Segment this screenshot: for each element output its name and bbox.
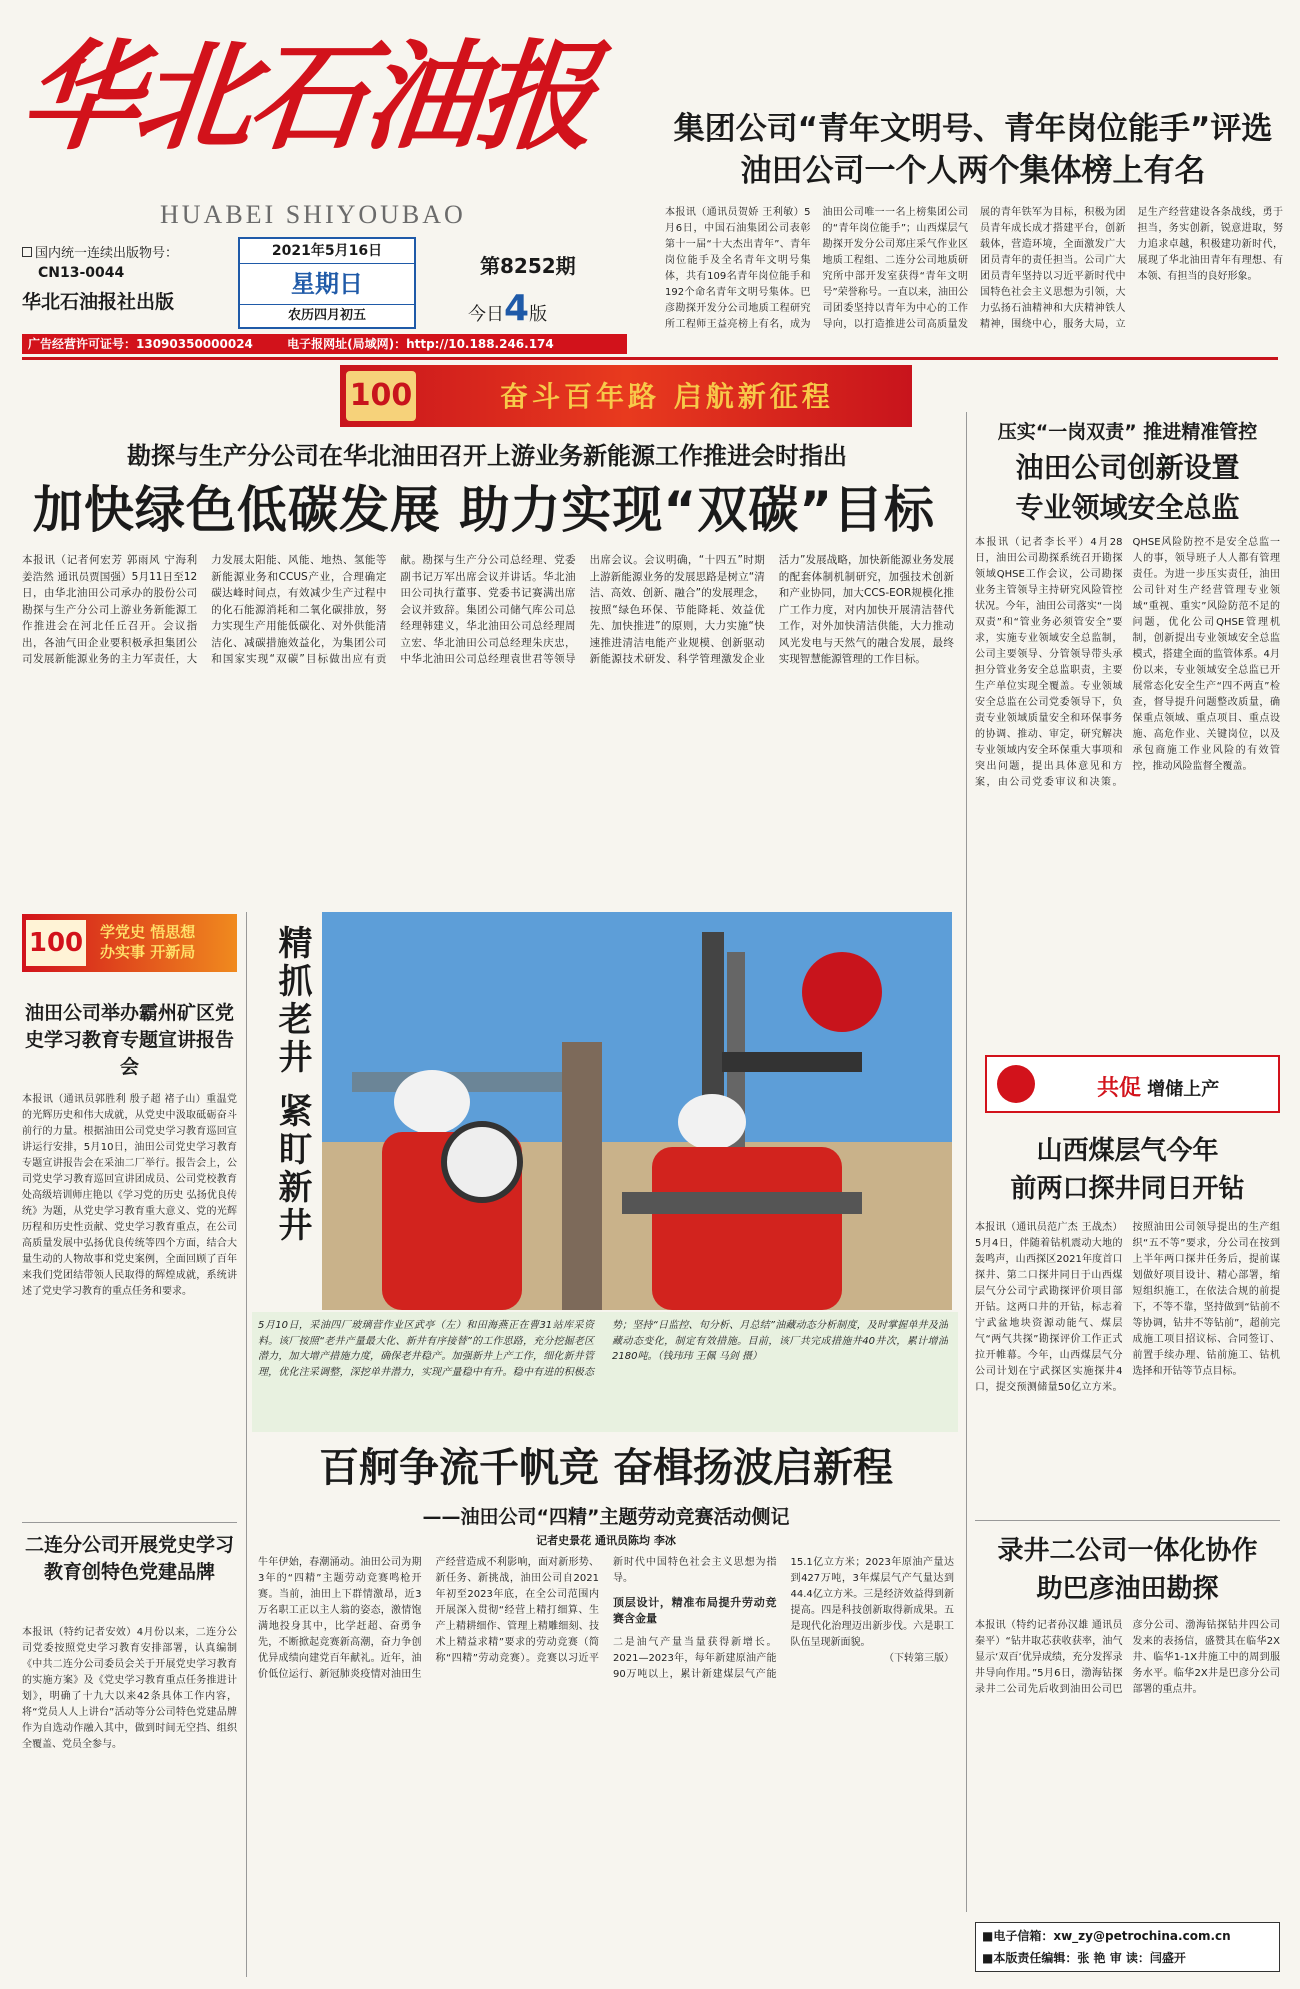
- logging-title-2: 助巴彦油田勘探: [1036, 1574, 1219, 1604]
- petrochina-logo-icon: [997, 1065, 1035, 1103]
- photo-caption: [258, 1318, 948, 1428]
- logging-headline: [975, 1532, 1280, 1608]
- shanxi-headline: [975, 1132, 1280, 1208]
- publisher: 华北石油报社出版: [22, 291, 175, 313]
- issue-number: 第8252期: [480, 254, 576, 278]
- banner-brand: 共促: [1097, 1076, 1142, 1101]
- wellhead-pipe: [562, 1042, 602, 1310]
- sidebar-story2-body: 本报讯（特约记者安效）4月份以来，二连分公司党委按照党史学习教育安排部署，认真编制《中共二连分公司委员会关于开展党史学习教育的实施方案》及《党史学习教育重点任务推进计划》，明确了十九大以来42条具体工作内容，将“党员人人上讲台”活动等分公司特色党建品牌作为自选动作融入其中，做到时间无空挡、组织全覆盖、党员全参与。: [22, 1627, 237, 1750]
- helmet-right: [678, 1094, 746, 1150]
- banner-text-2: 办实事 开新局: [100, 943, 196, 961]
- feature-text: 牛年伊始，春潮涌动。油田公司为期3年的“四精”主题劳动竞赛鸣枪开赛。当前，油田上下群情激昂，近3万名职工正以主人翁的姿态，激情饱满地投身其中，比学赶超、奋勇争先，不断掀起竞赛新高潮，奋力争创优异成绩向建党百年献礼。近年，油价低位运行、新冠肺炎疫情对油田生产经营造成不利影响，面对新形势、新任务、新挑战，油田公司自2021年初至2023年底，在全公司范围内开展深入贯彻“经营上精打细算、生产上精耕细作、管理上精雕细刻、技术上精益求精”要求的劳动竞赛（简称“四精”劳动竞赛）。竞赛以习近平新时代中国特色社会主义思想为指导。: [258, 1557, 777, 1680]
- email-label: 电子信箱：: [993, 1929, 1054, 1943]
- 100-logo-icon: 100: [346, 371, 416, 421]
- photo-story-title: 精抓老井 紧盯新井: [272, 925, 312, 1245]
- lead-headline: 加快绿色低碳发展 助力实现“双碳”目标: [32, 481, 936, 539]
- lead-kicker: 勘探与生产分公司在华北油田召开上游业务新能源工作推进会时指出: [127, 442, 847, 470]
- pages-info: [468, 288, 547, 329]
- feature-subhead: 顶层设计，精准布局提升劳动竞赛含金量: [613, 1596, 777, 1625]
- issn-label: 国内统一连续出版物号：: [35, 246, 179, 261]
- safety-body: 本报讯（记者李长平）4月28日，油田公司勘探系统召开勘探领域QHSE工作会议，公司勘探业务主管领导主持研究风险管控状况。今年，油田公司落实“一岗双责”和“管业务必须管安全”要求，实施专业领域安全总监制，公司主要领导、分管领导带头承担分管业务安全总监职责，主要生产单位实现全覆盖。专业领域安全总监在公司党委领导下，负责专业领域质量安全和环保事务的协调、推动、审定，研究解决专业领域内安全环保重大事项和突出问题，提出具体意见和方案，由公司党委审议和决策。QHSE风险防控不是安全总监一人的事，领导班子人人都有管理责任。为进一步压实责任，油田公司针对生产经营管理专业领域“重视、重实”风险防范不足的问题，优化公司QHSE管理机制，创新提出专业领域安全总监模式，搭建全面的监管体系。4月份以来，专业领域安全总监已开展常态化安全生产“四不两直”检查，督导提升问题整改质量，确保重点领域、重点项目、重点设施、高危作业、关键岗位，以及承包商施工作业风险的有效管控，推动风险监督全覆盖。: [975, 537, 1280, 788]
- column-divider-left: [246, 912, 247, 1977]
- sidebar-story1-body: 本报讯（通讯员郭胜利 殷子超 褚子山）重温党的光辉历史和伟大成就，从党史中汲取砥砺奋斗前行的力量。根据油田公司党史学习教育巡回宣讲运行安排，5月10日，油田公司党史学习教育专题宣讲报告会在采油二厂举行。报告会上，公司党史学习教育巡回宣讲团成员、公司党校教育处高级培训师庄艳以《学习党的历史 弘扬优良传统》为题，从党史学习教育重大意义、党的光辉历程和历史性贡献、党史学习教育重点，在公司高质量发展中弘扬优良传统等四个方面，结合大量生动的人物故事和党史案例，全面回顾了百年来我们党团结带领人民取得的辉煌成就，系统讲述了党史学习教育的重点任务和要求。: [22, 1094, 237, 1297]
- today-label: 今日: [468, 304, 504, 325]
- feature-text-more: 二是油气产量当量获得新增长。2021—2023年，每年新建原油产能90万吨以上，累计新建煤层气产能15.1亿立方米；2023年原油产量达到427万吨，3年煤层气产气量达到44.4亿立方米。三是经济效益得到新提高。四是科技创新取得新成果。五是现代化治理迈出新步伐。六是职工队伍呈现新面貌。: [613, 1557, 954, 1680]
- website[interactable]: 电子报网址(局域网)：http://10.188.246.174: [287, 337, 554, 351]
- logging-body: 本报讯（特约记者孙汉雄 通讯员秦平）“钻井取芯获收获率，油气显示‘双百’优异成绩，充分发挥录井导向作用。”5月6日，渤海钻探录井二公司先后收到油田公司巴彦分公司、渤海钻探钻井四公司发来的表扬信，盛赞其在临华2X井、临华1-1X井施工中的周到服务水平。临华2X井是巴彦分公司部署的重点井。: [975, 1620, 1280, 1695]
- feature-headline: 百舸争流千帆竞 奋楫扬波启新程: [319, 1445, 893, 1491]
- editor-box: ■电子信箱：xw_zy@petrochina.com.cn ■本版责任编辑：张 艳 审 读：闫盛开: [975, 1922, 1280, 1972]
- shanxi-body: 本报讯（通讯员范广杰 王战杰）5月4日，伴随着钻机震动大地的轰鸣声，山西探区2021年度首口探井、第二口探井同日于山西煤层气分公司宁武勘探评价项目部开钻。这两口井的开钻，标志着宁武盆地块资源动能气、煤层气“两气共探”勘探评价工作正式拉开帷幕。今年，山西煤层气分公司计划在宁武探区实施探井4口，提交预测储量50亿立方米。按照油田公司领导提出的生产组织“五不等”要求，分公司在按到上半年两口探井任务后，提前谋划做好项目设计、精心部署，缩短组织施工，在依法合规的前提下，不等不靠，坚持做到“钻前不等协调，钻井不等钻前”，超前完成施工项目招议标、合同签订、前置手续办理、钻前施工、钻机选择和开钻等节点目标。: [975, 1222, 1280, 1393]
- right-divider: [975, 1520, 1280, 1521]
- weekday: 星期日: [291, 270, 363, 298]
- issn: CN13-0044: [38, 265, 125, 281]
- info-bar: [22, 334, 627, 354]
- masthead-rule: [22, 357, 1278, 360]
- publication-info: [22, 245, 234, 333]
- shanxi-title-1: 山西煤层气今年: [1036, 1136, 1219, 1166]
- feature-body: [258, 1555, 954, 1980]
- top-story-headline: [668, 108, 1278, 192]
- worker-right: [652, 1147, 842, 1310]
- logging-title-1: 录井二公司一体化协作: [997, 1536, 1258, 1566]
- banner-text: 增储上产: [1147, 1079, 1220, 1100]
- lunar-date: 农历四月初五: [240, 304, 414, 327]
- centenary-banner: [340, 365, 912, 427]
- promote-banner: [985, 1055, 1280, 1113]
- sidebar-story1-title: 油田公司举办霸州矿区党史学习教育专题宣讲报告会: [24, 1002, 234, 1078]
- masthead-logo: 华北石油报: [14, 27, 600, 166]
- photo-credit: （钱玮玮 王佩 马剑 摄）: [657, 1351, 762, 1362]
- ad-license: 广告经营许可证号：13090350000024: [28, 337, 253, 351]
- page-count: 4: [504, 288, 530, 329]
- top-story-title-1: 集团公司“青年文明号、青年岗位能手”评选: [673, 111, 1273, 147]
- party-history-banner: [22, 914, 237, 972]
- sidebar-story2-title: 二连分公司开展党史学习教育创特色党建品牌: [24, 1534, 234, 1583]
- pages-unit: 版: [529, 304, 548, 325]
- email-address[interactable]: xw_zy@petrochina.com.cn: [1053, 1929, 1231, 1943]
- reviewer-name: 闫盛开: [1149, 1951, 1186, 1965]
- 100-badge-icon: 100: [26, 920, 86, 966]
- safety-kicker: 压实“一岗双责” 推进精准管控: [997, 421, 1258, 443]
- date: 2021年5月16日: [240, 239, 414, 264]
- editor-label: 本版责任编辑：: [993, 1951, 1078, 1965]
- masthead-pinyin: HUABEI SHIYOUBAO: [160, 200, 466, 229]
- feature-subtitle: ——油田公司“四精”主题劳动竞赛活动侧记: [422, 1506, 790, 1528]
- top-story-title-2: 油田公司一个人两个集体榜上有名: [740, 153, 1206, 189]
- column-divider-right: [966, 412, 967, 1912]
- lead-body: 本报讯（记者何宏芳 郭雨风 宁海利 姜浩然 通讯员贾国强）5月11日至12日，由华北油田公司承办的股份公司勘探与生产分公司上游业务新能源工作推进会在河北任丘召开。会议指出，各油气田企业要积极承担集团公司发展新能源业务的主力军责任，大力发展太阳能、风能、地热、氢能等新能源业务和CCUS产业，合理确定碳达峰时间点，有效减少生产过程中的化石能源消耗和二氧化碳排放，努力实现生产用能低碳化、对外供能清洁化、减碳措施效益化，为集团公司和国家实现“双碳”目标做出应有贡献。勘探与生产分公司总经理、党委副书记万军出席会议并讲话。华北油田公司执行董事、党委书记赛满出席会议并致辞。集团公司储气库公司总经理韩建义，华北油田公司总经理周立宏、华北油田公司总经理朱庆忠，中华北油田公司总经理袁世君等领导出席会议。会议明确，“十四五”时期上游新能源业务的发展思路是树立“清洁、高效、创新、融合”的发展理念，按照“绿色环保、节能降耗、效益优先、加快推进”的原则，大力实施“快速推进清洁电能产业规模、创新驱动新能源技术研发、科学管理激发企业活力”发展战略，加快新能源业务发展的配套体制机制研究，加强技术创新和产业协同，加大CCS-EOR规模化推广工作力度，对内加快开展清洁替代工作，对外加快清洁供能，大力推动风光发电与天然气的融合发展，最终实现智慧能源管理的工作目标。: [22, 554, 954, 665]
- pressure-gauge: [444, 1124, 520, 1200]
- helmet-left: [394, 1070, 470, 1134]
- safety-title-1: 油田公司创新设置: [1015, 451, 1240, 484]
- editor-name: 张 艳: [1077, 1951, 1106, 1965]
- sidebar-divider: [22, 1522, 237, 1523]
- caption-text: 5月10日，采油四厂玻璃营作业区武亭（左）和田海燕正在曹31站库采资料。该厂按照“老井产量最大化、新井有序接替”的工作思路，充分挖掘老区潜力，加大增产措施力度，确保老井稳产。加强新井上产工作，细化新井管理，优化注采调整，深挖单井潜力，实现产量稳中有升。稳中有进的积极态势；坚持“日监控、旬分析、月总结”油藏动态分析制度，及时掌握单井及油藏动态变化，制定有效措施。目前，该厂共完成措施井40井次，累计增油2180吨。: [258, 1320, 948, 1378]
- shanxi-title-2: 前两口探井同日开钻: [1010, 1174, 1245, 1204]
- oilfield-workers-photo: [322, 912, 952, 1310]
- safety-title-2: 专业领域安全总监: [1015, 491, 1240, 524]
- banner-text-1: 学党史 悟思想: [100, 923, 196, 941]
- date-box: [238, 237, 416, 329]
- banner-slogan: 奋斗百年路 启航新征程: [500, 380, 834, 413]
- safety-headline: [975, 448, 1280, 528]
- top-story-body: 本报讯（通讯员贺娇 王利敏）5月6日，中国石油集团公司表彰第十一届“十大杰出青年”、青年岗位能手及全名青年文明号集体，共有109名青年岗位能手和192个命名青年文明号集体。巴彦勘探开发分公司地质工程研究所工程师王益亮榜上有名，成为油田公司唯一一名上榜集团公司的“青年岗位能手”；山西煤层气勘探开发分公司郑庄采气作业区地质工程组、二连分公司地质研究所中部开发室获得“青年文明号”荣誉称号。一直以来，油田公司团委坚持以青年为中心的工作导向，以打造推进公司高质量发展的青年铁军为目标，积极为团员青年成长成才搭建平台，创新载体，营造环境，全面激发广大团员青年的责任担当。公司广大团员青年坚持以习近平新时代中国特色社会主义思想为引领，大力弘扬石油精神和大庆精神铁人精神，围绕中心，服务大局，立足生产经营建设各条战线，勇于担当，务实创新，锐意进取，努力追求卓越，积极建功新时代，展现了华北油田青年有理想、有本领、有担当的良好形象。: [665, 207, 1283, 330]
- feature-byline: 记者史景花 通讯员陈均 李冰: [536, 1534, 676, 1547]
- continued-note: （下转第三版）: [884, 1653, 954, 1664]
- review-label: 审 读：: [1109, 1951, 1150, 1965]
